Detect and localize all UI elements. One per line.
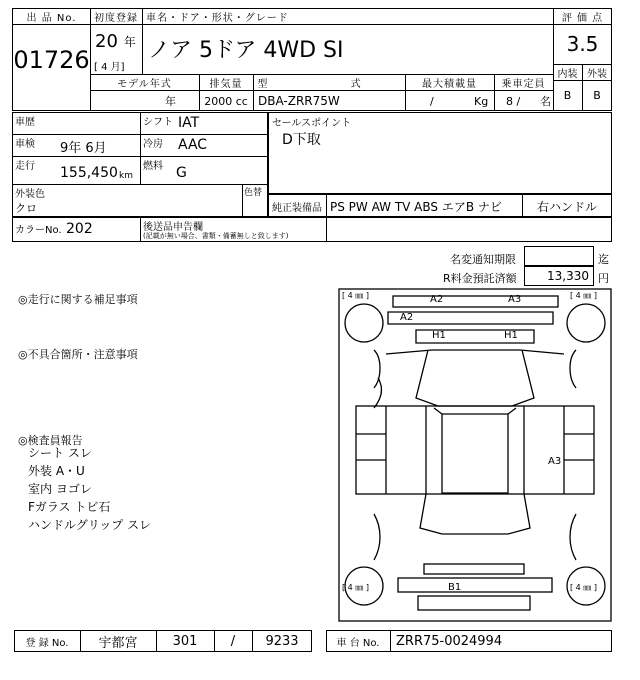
color-change-label: 色替 xyxy=(244,188,263,198)
tire-label-fl: [ 4 ㎜ ] xyxy=(342,291,369,300)
exterior-grade: B xyxy=(593,89,601,102)
chassis-value: ZRR75-0024994 xyxy=(396,633,503,649)
load-value: / xyxy=(430,94,434,108)
diagram-frame xyxy=(339,289,611,621)
recycle-value: 13,330 xyxy=(547,269,589,283)
rear-lower xyxy=(418,596,530,610)
name-change-unit: 迄 xyxy=(598,253,609,266)
car-name-label: 車名・ドア・形状・グレード xyxy=(146,12,289,24)
damage-mark: H1 xyxy=(504,330,518,341)
roof xyxy=(442,414,508,493)
car-diagram xyxy=(338,288,612,622)
defects-heading: ◎不具合箇所・注意事項 xyxy=(18,348,138,361)
lot-number: 01726 xyxy=(13,46,90,74)
recycle-unit: 円 xyxy=(598,272,609,285)
color-no-box xyxy=(12,217,612,242)
aftermarket-note: (記載が無い場合、書類・備蓄無しと致します) xyxy=(143,232,289,240)
first-reg-month: [ 4 月] xyxy=(94,62,125,73)
inspector-lines xyxy=(28,444,151,534)
tire-front-right xyxy=(567,304,605,342)
rear-bumper xyxy=(398,578,552,592)
type-value: DBA-ZRR75W xyxy=(258,94,340,108)
type-label: 型 式 xyxy=(257,78,401,90)
name-change-box xyxy=(524,246,594,266)
reg-kana: / xyxy=(230,633,236,649)
inspector-line: 外装 A・U xyxy=(28,464,85,478)
inspector-heading: ◎検査員報告 xyxy=(18,434,83,447)
inspector-line: 室内 ヨゴレ xyxy=(28,482,92,496)
tire-label-rr: [ 4 ㎜ ] xyxy=(570,583,597,592)
recycle-label: R料金預託済額 xyxy=(443,272,517,285)
reg-class: 301 xyxy=(172,633,198,649)
recycle-box xyxy=(524,266,594,286)
exterior-label: 外装 xyxy=(587,68,607,80)
inspection-value: 9年 6月 xyxy=(60,141,107,156)
mileage-label: 走行 xyxy=(15,161,35,172)
reg-area: 宇都宮 xyxy=(98,635,138,651)
damage-mark: A2 xyxy=(430,294,444,305)
displacement-label: 排気量 xyxy=(209,78,243,90)
shift-value: IAT xyxy=(178,115,200,131)
exterior-color-label: 外装色 xyxy=(15,189,45,200)
driving-heading: ◎走行に関する補足事項 xyxy=(18,293,138,306)
sales-point-value: D下取 xyxy=(282,132,321,148)
front-upper-panel xyxy=(393,296,558,307)
inspector-line: シート スレ xyxy=(28,446,92,460)
model-year-value: 年 xyxy=(165,95,176,108)
year-unit: 年 xyxy=(123,34,136,49)
capacity-label: 乗車定員 xyxy=(501,78,546,90)
fuel-value: G xyxy=(176,165,187,181)
tire-label-rl: [ 4 ㎜ ] xyxy=(342,583,369,592)
capacity-value: 8 / xyxy=(506,94,521,108)
equipment-label: 純正装備品 xyxy=(272,202,322,214)
mileage-unit: km xyxy=(119,171,133,181)
mileage-value: 155,450 xyxy=(60,165,118,181)
reg-number: 9233 xyxy=(265,633,299,649)
handle-value: 右ハンドル xyxy=(536,199,597,214)
damage-mark: A3 xyxy=(508,294,522,305)
ac-value: AAC xyxy=(178,137,208,153)
model-year-label: モデル年式 xyxy=(117,78,172,90)
inspector-line: Fガラス トビ石 xyxy=(28,500,111,514)
equipment-value: PS PW AW TV ABS エアB ナビ xyxy=(330,199,502,214)
sales-point-label: セールスポイント xyxy=(272,118,352,129)
exterior-color-value: クロ xyxy=(15,202,37,215)
damage-mark: A2 xyxy=(400,312,414,323)
chassis-label: 車 台 No. xyxy=(336,637,380,649)
load-label: 最大積載量 xyxy=(422,78,477,90)
load-unit: Kg xyxy=(474,94,489,108)
score-label: 評 価 点 xyxy=(561,12,604,24)
body-side xyxy=(356,406,594,494)
color-no-label: カラーNo. xyxy=(15,225,62,236)
reg-label: 登 録 No. xyxy=(25,637,69,649)
aftermarket-label: 後送品申告欄 xyxy=(143,222,203,233)
displacement-value: 2000 cc xyxy=(204,94,248,108)
damage-mark: A3 xyxy=(548,456,562,467)
shift-label: シフト xyxy=(143,117,173,128)
inspection-label: 車検 xyxy=(15,139,35,150)
capacity-unit: 名 xyxy=(540,95,551,108)
color-no-value: 202 xyxy=(66,221,93,237)
interior-grade: B xyxy=(563,89,572,102)
first-reg-year xyxy=(95,28,143,54)
name-change-label: 名変通知期限 xyxy=(450,253,516,266)
fuel-label: 燃料 xyxy=(143,161,163,172)
car-name: ノア 5ドア 4WD SI xyxy=(148,37,344,63)
lot-label: 出 品 No. xyxy=(26,12,77,24)
year-value: 20 xyxy=(95,30,118,52)
tire-front-left xyxy=(345,304,383,342)
damage-mark: B1 xyxy=(448,582,462,593)
history-label: 車歴 xyxy=(15,117,35,128)
inspector-line: ハンドルグリップ スレ xyxy=(28,518,152,532)
first-reg-label: 初度登録 xyxy=(94,12,138,24)
damage-mark: H1 xyxy=(432,330,446,341)
interior-label: 内装 xyxy=(557,68,578,80)
tire-label-fr: [ 4 ㎜ ] xyxy=(570,291,597,300)
score-value: 3.5 xyxy=(566,32,599,56)
ac-label: 冷房 xyxy=(143,139,163,150)
rear-trim xyxy=(424,564,524,574)
